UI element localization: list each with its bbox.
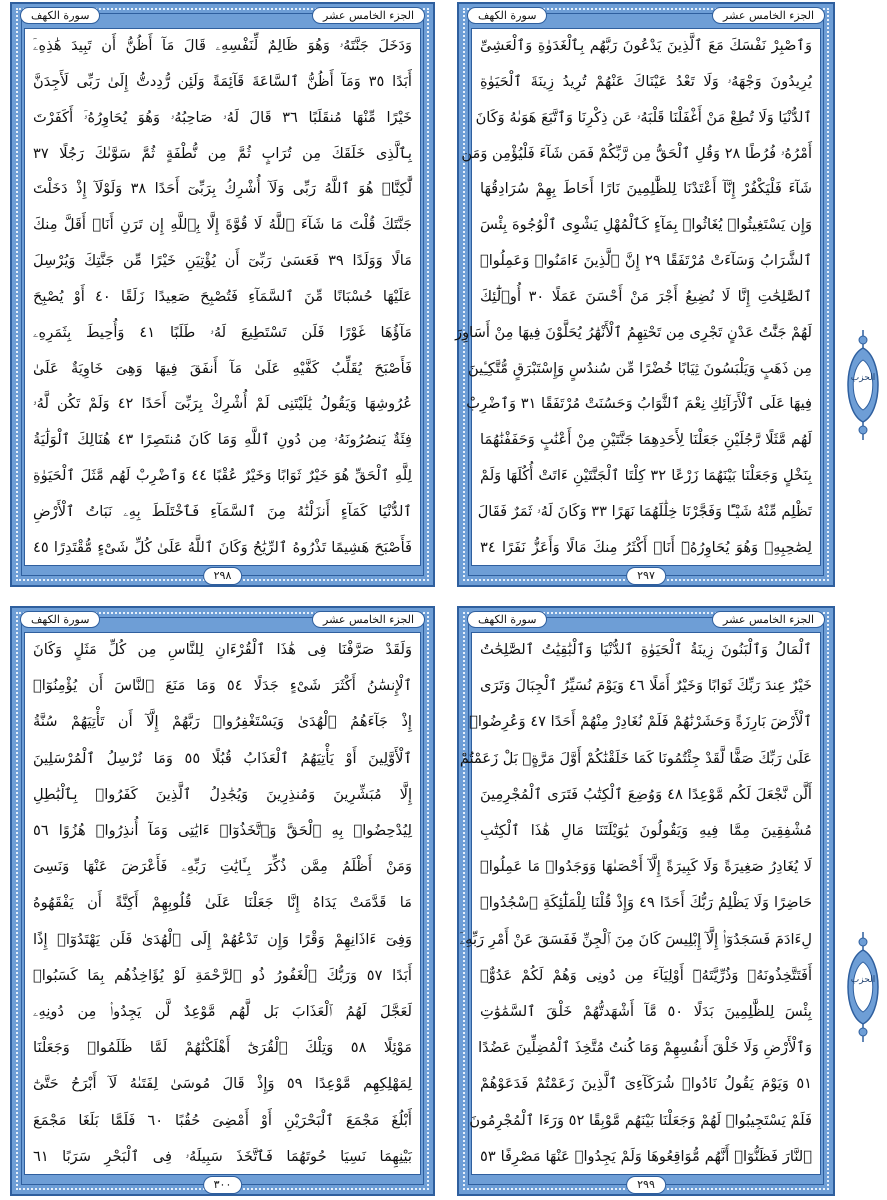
verse-line: وَلَقَدْ صَرَّفْنَا فِى هَٰذَا ٱلْقُرْءَانِ لِلنَّاسِ مِن كُلِّ مَثَلٍ وَكَانَ [33, 641, 412, 658]
surah-label: سورة الكهف [20, 611, 100, 628]
verse-line: عَلَىٰ رَبِّكَ صَفًّا لَّقَدْ جِئْتُمُونَا كَمَا خَلَقْنَٰكُمْ أَوَّلَ مَرَّةٍۭ بَلْ زَعَمْتُمْ [459, 749, 812, 767]
verse-lines [455, 35, 813, 559]
verse-line: أَفَتَتَّخِذُونَهُۥ وَذُرِّيَّتَهُۥٓ أَوْلِيَآءَ مِن دُونِى وَهُمْ لَكُمْ عَدُوٌّۢ [480, 966, 812, 984]
hizb-ornament-icon [843, 932, 883, 1042]
verse-line: أَبَدًا ٣٥ وَمَآ أَظُنُّ ٱلسَّاعَةَ قَآئِمَةً وَلَئِن رُّدِدتُّ إِلَىٰ رَبِّى لَأَجِدَنَّ [33, 72, 412, 90]
juz-label: الجزء الخامس عشر [712, 7, 825, 24]
verse-line: مَا قَدَّمَتْ يَدَاهُ إِنَّا جَعَلْنَا عَلَىٰ قُلُوبِهِمْ أَكِنَّةً أَن يَفْقَهُوهُ [33, 894, 412, 912]
verse-lines [459, 639, 813, 1168]
verse-line: ٱلنَّارَ فَظَنُّوٓا۟ أَنَّهُم مُّوَاقِعُوهَا وَلَمْ يَجِدُوا۟ عَنْهَا مَصْرِفًا ٥٣ [480, 1147, 812, 1165]
verse-line: ٱلشَّرَابُ وَسَآءَتْ مُرْتَفَقًا ٢٩ إِنَّ ٱلَّذِينَ ءَامَنُوا۟ وَعَمِلُوا۟ [480, 252, 813, 270]
hizb-ornament [843, 330, 883, 440]
page-header [10, 606, 435, 632]
page-text-area [24, 632, 421, 1175]
verse-line: ٱلْمَالُ وَٱلْبَنُونَ زِينَةُ ٱلْحَيَوٰةِ ٱلدُّنْيَا وَٱلْبَٰقِيَٰتُ ٱلصَّٰلِحَٰتُ [480, 641, 812, 658]
verse-lines [33, 35, 412, 559]
verse-line: فَأَصْبَحَ هَشِيمًا تَذْرُوهُ ٱلرِّيَٰحُ وَكَانَ ٱللَّهُ عَلَىٰ كُلِّ شَىْءٍ مُّقْتَدِرًا ٤٥ [33, 538, 412, 556]
verse-line: شَآءَ فَلْيَكْفُرْ إِنَّآ أَعْتَدْنَا لِلظَّٰلِمِينَ نَارًا أَحَاطَ بِهِمْ سُرَادِقُهَا [480, 180, 812, 198]
verse-line: مُشْفِقِينَ مِمَّا فِيهِ وَيَقُولُونَ يَٰوَيْلَتَنَا مَالِ هَٰذَا ٱلْكِتَٰبِ [480, 822, 812, 840]
quran-page-300 [10, 606, 435, 1196]
page-number: ٢٩٨ [203, 567, 243, 585]
verse-line: وَدَخَلَ جَنَّتَهُۥ وَهُوَ ظَالِمٌ لِّنَفْسِهِۦ قَالَ مَآ أَظُنُّ أَن تَبِيدَ هَٰذِهِۦٓ [33, 37, 412, 54]
verse-line: بِئْسَ لِلظَّٰلِمِينَ بَدَلًا ٥٠ مَّآ أَشْهَدتُّهُمْ خَلْقَ ٱلسَّمَٰوَٰتِ [480, 1003, 812, 1021]
verse-line: ٥١ وَيَوْمَ يَقُولُ نَادُوا۟ شُرَكَآءِىَ ٱلَّذِينَ زَعَمْتُمْ فَدَعَوْهُمْ [480, 1075, 812, 1093]
verse-line: لِمَهْلِكِهِم مَّوْعِدًا ٥٩ وَإِذْ قَالَ مُوسَىٰ لِفَتَىٰهُ لَآ أَبْرَحُ حَتَّىٰٓ [33, 1075, 413, 1093]
verse-line: جَنَّتَكَ قُلْتَ مَا شَآءَ ٱللَّهُ لَا قُوَّةَ إِلَّا بِٱللَّهِ إِن تَرَنِ أَنَا۠ أَقَلَّ مِنكَ [33, 216, 412, 234]
verse-line: أَمْرُهُۥ فُرُطًا ٢٨ وَقُلِ ٱلْحَقُّ مِن رَّبِّكُمْ فَمَن شَآءَ فَلْيُؤْمِن وَمَن [461, 144, 812, 162]
verse-line: فَلَمْ يَسْتَجِيبُوا۟ لَهُمْ وَجَعَلْنَا بَيْنَهُم مَّوْبِقًا ٥٢ وَرَءَا ٱلْمُجْرِمُونَ [469, 1111, 812, 1129]
verse-line: مِن ذَهَبٍ وَيَلْبَسُونَ ثِيَابًا خُضْرًا مِّن سُندُسٍ وَإِسْتَبْرَقٍ مُّتَّكِـِٔينَ [467, 359, 812, 377]
verse-line: خَيْرًا مِّنْهَا مُنقَلَبًا ٣٦ قَالَ لَهُۥ صَاحِبُهُۥ وَهُوَ يُحَاوِرُهُۥٓ أَكَفَرْتَ [33, 108, 412, 126]
page-number: ٣٠٠ [203, 1176, 243, 1194]
page-header [457, 606, 835, 632]
verse-line: وَإِن يَسْتَغِيثُوا۟ يُغَاثُوا۟ بِمَآءٍ كَٱلْمُهْلِ يَشْوِى ٱلْوُجُوهَ بِئْسَ [480, 216, 812, 234]
verse-line: لَهُمْ جَنَّٰتُ عَدْنٍ تَجْرِى مِن تَحْتِهِمُ ٱلْأَنْهَٰرُ يُحَلَّوْنَ فِيهَا مِنْ أَسَاوِرَ [455, 323, 812, 341]
hizb-label: الحزب [850, 975, 876, 985]
verse-line: لَعَجَّلَ لَهُمُ ٱلْعَذَابَ بَل لَّهُم مَّوْعِدٌ لَّن يَجِدُوا۟ مِن دُونِهِۦ [33, 1003, 412, 1021]
verse-line: بِٱلَّذِى خَلَقَكَ مِن تُرَابٍ ثُمَّ مِن نُّطْفَةٍ ثُمَّ سَوَّىٰكَ رَجُلًا ٣٧ [33, 144, 412, 162]
hizb-ornament [843, 932, 883, 1042]
verse-line: ٱلْأَوَّلِينَ أَوْ يَأْتِيَهُمُ ٱلْعَذَابُ قُبُلًا ٥٥ وَمَا نُرْسِلُ ٱلْمُرْسَلِينَ [33, 749, 413, 767]
verse-line: بِنَخْلٍ وَجَعَلْنَا بَيْنَهُمَا زَرْعًا ٣٢ كِلْتَا ٱلْجَنَّتَيْنِ ءَاتَتْ أُكُلَهَا وَلَمْ [480, 467, 812, 485]
verse-lines [33, 639, 412, 1168]
verse-line: إِذْ جَآءَهُمُ ٱلْهُدَىٰ وَيَسْتَغْفِرُوا۟ رَبَّهُمْ إِلَّآ أَن تَأْتِيَهُمْ سُنَّةُ [33, 713, 412, 731]
verse-line: مَآؤُهَا غَوْرًا فَلَن تَسْتَطِيعَ لَهُۥ طَلَبًا ٤١ وَأُحِيطَ بِثَمَرِهِۦ [33, 323, 412, 341]
juz-label: الجزء الخامس عشر [312, 7, 425, 24]
verse-line: فِئَةٌ يَنصُرُونَهُۥ مِن دُونِ ٱللَّهِ وَمَا كَانَ مُنتَصِرًا ٤٣ هُنَالِكَ ٱلْوَلَٰيَةُ [33, 431, 412, 449]
verse-line: فِيهَا عَلَى ٱلْأَرَآئِكِ نِعْمَ ٱلثَّوَابُ وَحَسُنَتْ مُرْتَفَقًا ٣١ وَٱضْرِبْ [466, 395, 812, 413]
verse-line: وَمَنْ أَظْلَمُ مِمَّن ذُكِّرَ بِـَٔايَٰتِ رَبِّهِۦ فَأَعْرَضَ عَنْهَا وَنَسِىَ [33, 858, 412, 876]
verse-line: أَبْلُغَ مَجْمَعَ ٱلْبَحْرَيْنِ أَوْ أَمْضِىَ حُقُبًا ٦٠ فَلَمَّا بَلَغَا مَجْمَعَ [33, 1111, 412, 1129]
verse-line: تَظْلِم مِّنْهُ شَيْـًٔا وَفَجَّرْنَا خِلَٰلَهُمَا نَهَرًا ٣٣ وَكَانَ لَهُۥ ثَمَرٌ فَقَالَ [477, 502, 812, 520]
verse-line: أَلَّن نَّجْعَلَ لَكُم مَّوْعِدًا ٤٨ وَوُضِعَ ٱلْكِتَٰبُ فَتَرَى ٱلْمُجْرِمِينَ [480, 785, 812, 803]
quran-page-298 [10, 2, 435, 587]
verse-line: وَفِىٓ ءَاذَانِهِمْ وَقْرًا وَإِن تَدْعُهُمْ إِلَى ٱلْهُدَىٰ فَلَن يَهْتَدُوٓا۟ إِذًا [33, 930, 412, 948]
verse-line: وَٱلْأَرْضِ وَلَا خَلْقَ أَنفُسِهِمْ وَمَا كُنتُ مُتَّخِذَ ٱلْمُضِلِّينَ عَضُدًا [478, 1039, 812, 1057]
juz-label: الجزء الخامس عشر [712, 611, 825, 628]
verse-line: يُرِيدُونَ وَجْهَهُۥ وَلَا تَعْدُ عَيْنَاكَ عَنْهُمْ تُرِيدُ زِينَةَ ٱلْحَيَوٰةِ [480, 72, 812, 90]
verse-line: مَوْئِلًا ٥٨ وَتِلْكَ ٱلْقُرَىٰٓ أَهْلَكْنَٰهُمْ لَمَّا ظَلَمُوا۟ وَجَعَلْنَا [33, 1039, 412, 1057]
verse-line: خَيْرٌ عِندَ رَبِّكَ ثَوَابًا وَخَيْرٌ أَمَلًا ٤٦ وَيَوْمَ نُسَيِّرُ ٱلْجِبَالَ وَتَرَى [480, 677, 812, 695]
verse-line: لَّٰكِنَّا۠ هُوَ ٱللَّهُ رَبِّى وَلَآ أُشْرِكُ بِرَبِّىٓ أَحَدًا ٣٨ وَلَوْلَآ إِذْ دَخَلْتَ [33, 180, 412, 198]
verse-line: لِيُدْحِضُوا۟ بِهِ ٱلْحَقَّ وَٱتَّخَذُوٓا۟ ءَايَٰتِى وَمَآ أُنذِرُوا۟ هُزُوًا ٥٦ [33, 822, 412, 840]
page-text-area [24, 28, 421, 566]
page-text-area [459, 632, 821, 1175]
verse-line: لِءَادَمَ فَسَجَدُوٓا۟ إِلَّآ إِبْلِيسَ كَانَ مِنَ ٱلْجِنِّ فَفَسَقَ عَنْ أَمْرِ رَبِّهِۦٓ [459, 930, 812, 948]
verse-line: ٱلدُّنْيَا كَمَآءٍ أَنزَلْنَٰهُ مِنَ ٱلسَّمَآءِ فَٱخْتَلَطَ بِهِۦ نَبَاتُ ٱلْأَرْضِ [33, 502, 412, 520]
verse-line: أَبَدًا ٥٧ وَرَبُّكَ ٱلْغَفُورُ ذُو ٱلرَّحْمَةِ لَوْ يُؤَاخِذُهُم بِمَا كَسَبُوا۟ [33, 966, 412, 984]
surah-label: سورة الكهف [467, 7, 547, 24]
verse-line: ٱلدُّنْيَا وَلَا تُطِعْ مَنْ أَغْفَلْنَا قَلْبَهُۥ عَن ذِكْرِنَا وَٱتَّبَعَ هَوَىٰهُ وَكَانَ [475, 108, 812, 126]
verse-line: لِصَٰحِبِهِۦ وَهُوَ يُحَاوِرُهُۥٓ أَنَا۠ أَكْثَرُ مِنكَ مَالًا وَأَعَزُّ نَفَرًا ٣٤ [480, 538, 812, 556]
verse-line: وَٱصْبِرْ نَفْسَكَ مَعَ ٱلَّذِينَ يَدْعُونَ رَبَّهُم بِٱلْغَدَوٰةِ وَٱلْعَشِىِّ [480, 37, 812, 54]
verse-line: لِلَّهِ ٱلْحَقِّ هُوَ خَيْرٌ ثَوَابًا وَخَيْرٌ عُقْبًا ٤٤ وَٱضْرِبْ لَهُم مَّثَلَ ٱلْحَيَوٰةِ [33, 467, 412, 485]
verse-line: بَيْنِهِمَا نَسِيَا حُوتَهُمَا فَٱتَّخَذَ سَبِيلَهُۥ فِى ٱلْبَحْرِ سَرَبًا ٦١ [33, 1147, 412, 1165]
hizb-ornament-icon [843, 330, 883, 440]
verse-line: ٱلصَّٰلِحَٰتِ إِنَّا لَا نُضِيعُ أَجْرَ مَنْ أَحْسَنَ عَمَلًا ٣٠ أُو۟لَٰٓئِكَ [480, 287, 812, 305]
verse-line: حَاضِرًا وَلَا يَظْلِمُ رَبُّكَ أَحَدًا ٤٩ وَإِذْ قُلْنَا لِلْمَلَٰٓئِكَةِ ٱسْجُدُوا۟ [480, 894, 813, 912]
page-header [457, 2, 835, 28]
verse-line: عُرُوشِهَا وَيَقُولُ يَٰلَيْتَنِى لَمْ أُشْرِكْ بِرَبِّىٓ أَحَدًا ٤٢ وَلَمْ تَكُن لَّهُۥ [33, 395, 412, 413]
page-number: ٢٩٩ [626, 1176, 666, 1194]
quran-page-299 [457, 606, 835, 1196]
page-header [10, 2, 435, 28]
page-number: ٢٩٧ [626, 567, 666, 585]
verse-line: ٱلْأَرْضَ بَارِزَةً وَحَشَرْنَٰهُمْ فَلَمْ نُغَادِرْ مِنْهُمْ أَحَدًا ٤٧ وَعُرِضُوا۟ [469, 713, 812, 731]
juz-label: الجزء الخامس عشر [312, 611, 425, 628]
verse-line: ٱلْإِنسَٰنُ أَكْثَرَ شَىْءٍ جَدَلًا ٥٤ وَمَا مَنَعَ ٱلنَّاسَ أَن يُؤْمِنُوٓا۟ [33, 677, 412, 695]
verse-line: فَأَصْبَحَ يُقَلِّبُ كَفَّيْهِ عَلَىٰ مَآ أَنفَقَ فِيهَا وَهِىَ خَاوِيَةٌ عَلَىٰ [33, 359, 412, 377]
verse-line: لَا يُغَادِرُ صَغِيرَةً وَلَا كَبِيرَةً إِلَّآ أَحْصَىٰهَا وَوَجَدُوا۟ مَا عَمِلُوا۟ [480, 858, 812, 876]
hizb-label: الحزب [850, 373, 876, 383]
verse-line: لَهُم مَّثَلًا رَّجُلَيْنِ جَعَلْنَا لِأَحَدِهِمَا جَنَّتَيْنِ مِنْ أَعْنَٰبٍ وَحَفَفْنَٰهُمَا [480, 431, 812, 449]
surah-label: سورة الكهف [20, 7, 100, 24]
verse-line: عَلَيْهَا حُسْبَانًا مِّنَ ٱلسَّمَآءِ فَتُصْبِحَ صَعِيدًا زَلَقًا ٤٠ أَوْ يُصْبِحَ [33, 287, 412, 305]
surah-label: سورة الكهف [467, 611, 547, 628]
verse-line: مَالًا وَوَلَدًا ٣٩ فَعَسَىٰ رَبِّىٓ أَن يُؤْتِيَنِ خَيْرًا مِّن جَنَّتِكَ وَيُرْسِلَ [33, 252, 412, 270]
quran-page-297 [457, 2, 835, 587]
verse-line: إِلَّا مُبَشِّرِينَ وَمُنذِرِينَ وَيُجَٰدِلُ ٱلَّذِينَ كَفَرُوا۟ بِٱلْبَٰطِلِ [33, 785, 412, 803]
page-text-area [455, 28, 821, 566]
